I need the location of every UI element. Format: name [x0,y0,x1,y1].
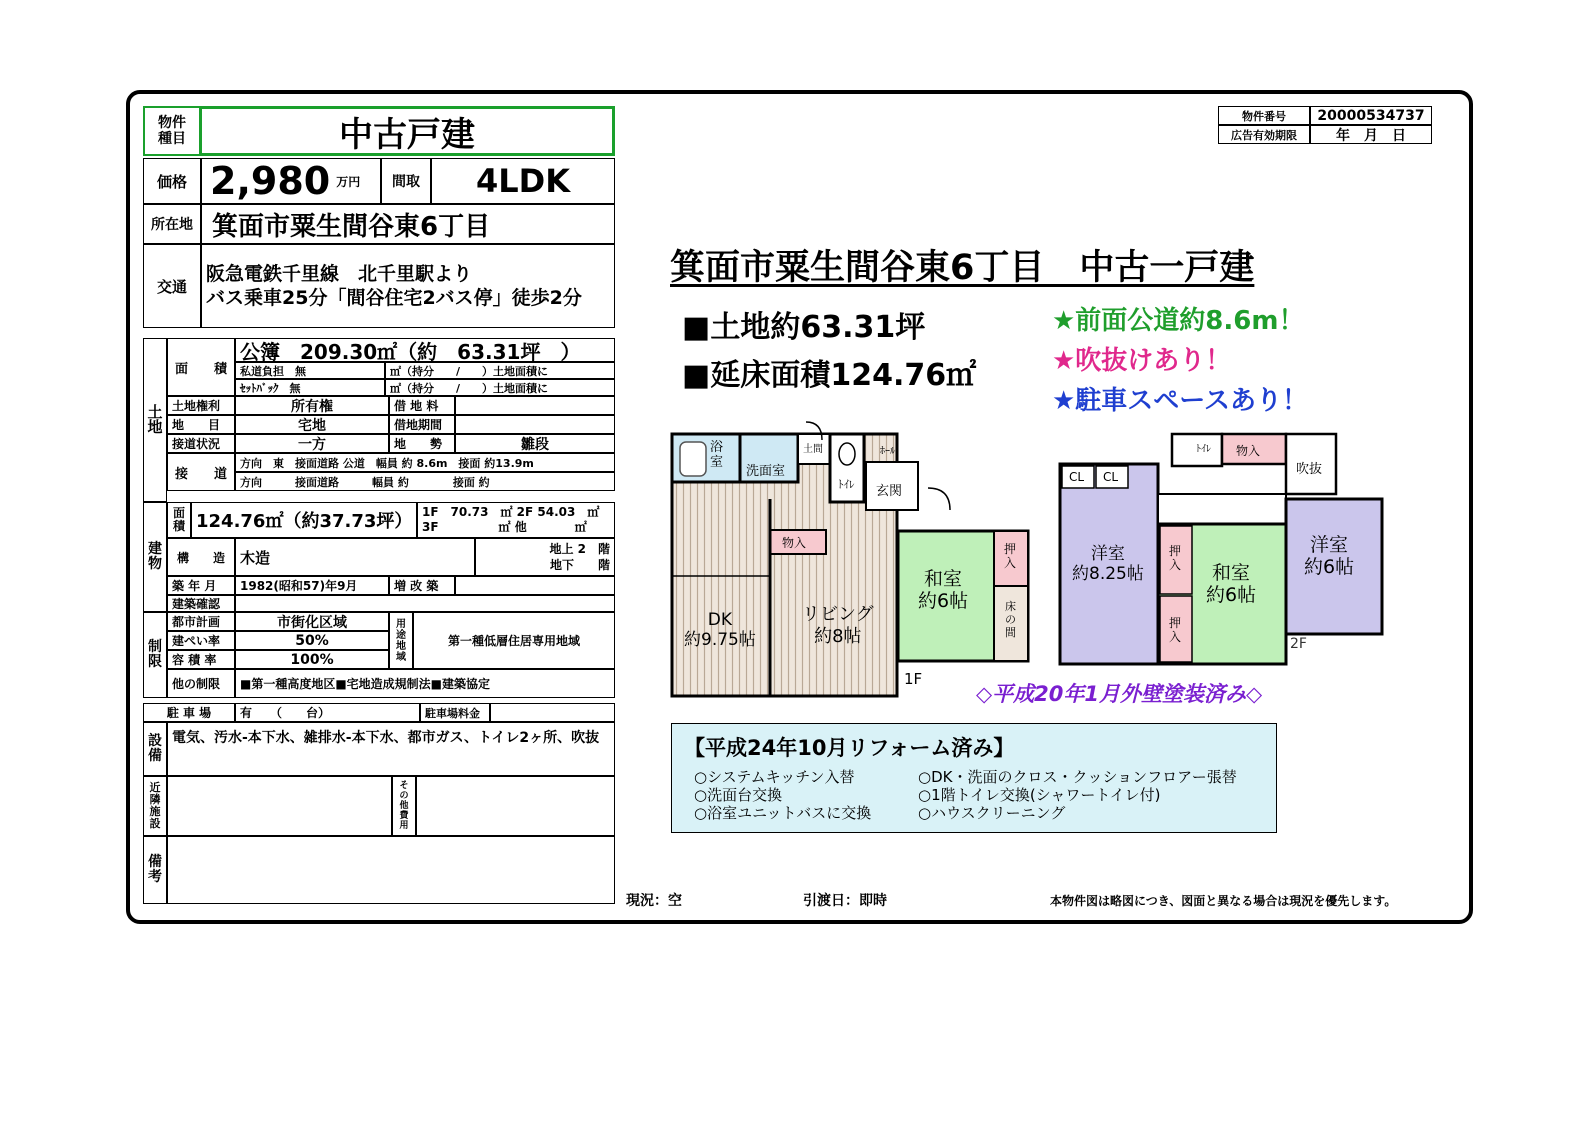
facilities-value: 電気、汚水-本下水、雑排水-本下水、都市ガス、トイレ2ヶ所、吹抜 [167,722,615,776]
land-category-value: 宅地 [235,415,389,434]
road-status-value: 一方 [235,434,389,453]
floor-breakdown [417,502,615,538]
nearby-value [167,776,392,836]
label-storage-2f: 物入 [1236,444,1261,458]
label-cl-2: CL [1103,470,1119,484]
access-label: 交通 [143,244,201,328]
label-atrium: 吹抜 [1296,462,1323,477]
layout-value: 4LDK [431,158,615,204]
reform-items-right [918,768,1237,822]
feature-parking: ★駐車スペースあり！ [1052,386,1309,416]
private-road-label: 私道負担 無 [235,362,385,379]
floors-box [475,538,615,576]
ad-valid-value: 年 月 日 [1310,125,1432,144]
feature-road: ★前面公道約8.6m！ [1052,306,1305,336]
stairs [1158,494,1286,524]
property-no-label: 物件番号 [1218,106,1310,125]
property-type-label-text: 物件 種目 [158,115,186,147]
label-oshiire-2f-a: 押 入 [1169,544,1182,572]
label-storage-1f: 物入 [782,536,807,550]
land-area-value: 公簿 209.30㎡（約 63.31坪 ） [235,338,615,362]
access-box [201,244,615,328]
price-label: 価格 [143,158,201,204]
access-line2: バス乗車25分「間谷住宅2バス停」徒歩2分 [206,287,582,309]
floor-area-line: ■延床面積124.76㎡ [682,358,977,393]
label-hall: ﾎｰﾙ [880,446,895,457]
land-rights-value: 所有権 [235,396,389,415]
floors-above: 地上 2 階 [549,542,610,556]
confirm-value [235,595,615,612]
setback-value: ㎡（持分 / ）土地面積に [385,379,615,396]
price-box [201,158,381,204]
parking-label: 駐 車 場 [143,703,235,722]
land-area-line: ■土地約63.31坪 [682,310,926,345]
headline: 箕面市粟生間谷東6丁目 中古一戸建 [670,248,1255,288]
parking-fee-value [490,703,615,722]
reform-box [671,723,1277,833]
property-no: 20000534737 [1310,106,1432,125]
building-area-value: 124.76㎡（約37.73坪） [191,502,417,538]
reform-item: ○ハウスクリーニング [918,804,1066,822]
plan-1f [672,422,1028,696]
renovation-value [455,576,615,595]
label-bath: 浴 室 [710,440,724,470]
floor-1f-2f: 1F 70.73 ㎡ 2F 54.03 ㎡ [422,505,600,519]
label-cl-1: CL [1069,470,1085,484]
reform-item: ○1階トイレ交換(シャワートイレ付) [918,786,1161,804]
access-line1: 阪急電鉄千里線 北千里駅より [206,263,473,285]
built-label: 築 年 月 [167,576,235,595]
label-wc-2f: ﾄｲﾚ [1196,444,1211,455]
land-area-label: 面 積 [167,338,235,396]
reform-item: ○浴室ユニットバスに交換 [694,804,872,822]
label-living: リビング 約8帖 [802,604,874,647]
label-oshiire-2f-b: 押 入 [1169,616,1182,644]
road-row2: 方向 接面道路 幅員 約 接面 約 [235,472,615,491]
other-restriction-label: 他の制限 [167,669,235,698]
flyer-sheet [126,90,1473,924]
label-tokonoma: 床 の 間 [1005,600,1016,639]
label-japanese-2f: 和室 約6帖 [1206,562,1257,606]
remarks-value [167,836,615,904]
remarks-label: 備考 [143,836,167,904]
status: 現況：空 [626,893,682,909]
label-wash: 洗面室 [746,464,786,479]
price-value: 2,980 [210,159,331,203]
price-unit: 万円 [336,174,361,189]
floors-below: 地下 階 [549,558,610,572]
other-restriction-value: ■第一種高度地区■宅地造成規制法■建築協定 [235,669,615,698]
terrain-value: 雛段 [455,434,615,453]
facilities-label: 設備 [143,722,167,776]
confirm-label: 建築確認 [167,595,235,612]
land-rights-label: 土地権利 [167,396,235,415]
label-western-2: 洋室 約6帖 [1304,534,1355,578]
label-1f: 1F [904,670,923,688]
building-section-label: 建物 [143,502,167,612]
property-type-label [143,106,201,156]
setback-label: ｾｯﾄﾊﾞｯｸ 無 [235,379,385,396]
label-western-1: 洋室 約8.25帖 [1072,544,1144,584]
label-oshiire-1f: 押 入 [1004,542,1017,570]
reform-item: ○洗面台交換 [694,786,783,804]
parking-value: 有 （ 台） [235,703,420,722]
handover: 引渡日：即時 [803,893,887,909]
renovation-label: 増 改 築 [389,576,455,595]
reform-item: ○DK・洗面のクロス・クッションフロアー張替 [918,768,1237,786]
layout-label: 間取 [381,158,431,204]
road-row1: 方向 東 接面道路 公道 幅員 約 8.6m 接面 約13.9m [235,453,615,472]
feature-atrium: ★吹抜けあり！ [1052,346,1232,376]
zone-label: 用途地域 [389,612,413,669]
location-label: 所在地 [143,204,201,244]
zone-value: 第一種低層住居専用地域 [413,612,615,669]
label-2f: 2F [1290,636,1307,652]
lease-term-value [455,415,615,434]
city-plan-value: 市街化区域 [235,612,389,631]
lease-fee-label: 借 地 料 [389,396,455,415]
other-costs-value [416,776,615,836]
coverage-label: 建ぺい率 [167,631,235,650]
road-status-label: 接道状況 [167,434,235,453]
city-plan-label: 都市計画 [167,612,235,631]
reform-item: ○システムキッチン入替 [694,768,855,786]
lease-term-label: 借地期間 [389,415,455,434]
label-wc-1f: ﾄｲﾚ [838,478,855,491]
label-doma: 土間 [803,444,823,455]
restriction-section-label: 制限 [143,612,167,698]
other-costs-label: その他費用 [392,776,416,836]
ad-valid-label: 広告有効期限 [1218,125,1310,144]
built-value: 1982(昭和57)年9月 [235,576,389,595]
label-entrance: 玄関 [876,484,903,499]
road-label: 接 道 [167,453,235,491]
exterior-note: ◇平成20年1月外壁塗装済み◇ [976,682,1263,706]
private-road-value: ㎡（持分 / ）土地面積に [385,362,615,379]
disclaimer: 本物件図は略図につき、図面と異なる場合は現況を優先します。 [1050,894,1397,908]
floor-plan-svg [666,404,1396,704]
far-label: 容 積 率 [167,650,235,669]
land-category-label: 地 目 [167,415,235,434]
far-value: 100% [235,650,389,669]
floor-plan [666,404,1396,704]
reform-items-left [694,768,871,822]
coverage-value: 50% [235,631,389,650]
land-section-label: 土地 [143,338,167,502]
structure-label: 構 造 [167,538,235,576]
parking-fee-label: 駐車場料金 [420,703,490,722]
nearby-label: 近隣施設 [143,776,167,836]
reform-title: 【平成24年10月リフォーム済み】 [684,736,1015,760]
property-type: 中古戸建 [199,106,615,156]
floor-3f-other: 3F ㎡ 他 ㎡ [422,520,587,534]
building-area-label: 面積 [167,502,191,538]
structure-value: 木造 [235,538,475,576]
lease-fee-value [455,396,615,415]
label-dk: DK 約9.75帖 [684,610,756,650]
label-japanese-1f: 和室 約6帖 [918,568,969,612]
location-value: 箕面市粟生間谷東6丁目 [201,204,615,244]
terrain-label: 地 勢 [389,434,455,453]
